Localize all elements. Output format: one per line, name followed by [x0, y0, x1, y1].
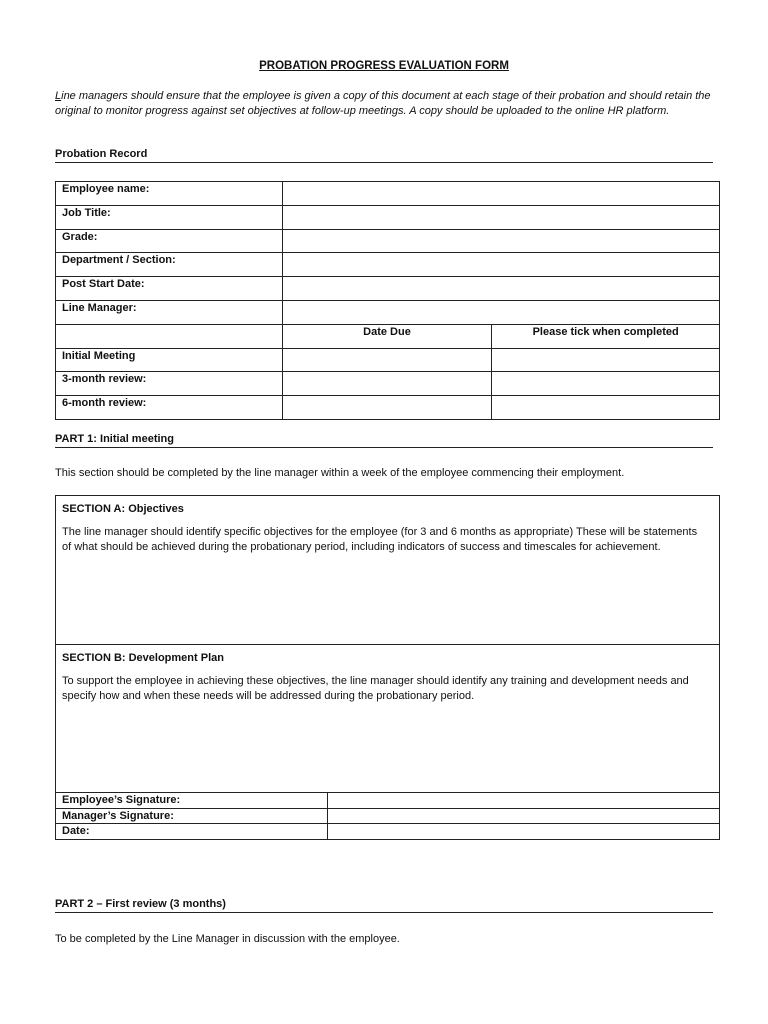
field-label: Grade: — [56, 229, 283, 253]
field-label: Post Start Date: — [56, 277, 283, 301]
6-month-completed-field[interactable] — [492, 396, 720, 420]
column-header-date-due: Date Due — [282, 324, 492, 348]
part1-description: This section should be completed by the line manager within a week of the employee commencing their employment. — [55, 467, 625, 479]
record-row-line-manager — [56, 300, 720, 324]
job-title-field[interactable] — [282, 205, 719, 229]
intro-first-letter: L — [55, 90, 62, 102]
review-label: Initial Meeting — [56, 348, 283, 372]
section-a-body: The line manager should identify specific objectives for the employee (for 3 and 6 months as appropriate) These will be statements of what should be achieved during the probationary period, including indicators of success and timescales for achievement. — [62, 526, 698, 553]
review-header-row — [56, 324, 720, 348]
3-month-date-due-field[interactable] — [282, 372, 492, 396]
field-label: Job Title: — [56, 205, 283, 229]
line-manager-field[interactable] — [282, 300, 719, 324]
part2-description: To be completed by the Line Manager in discussion with the employee. — [55, 933, 400, 945]
record-row-department — [56, 253, 720, 277]
department-field[interactable] — [282, 253, 719, 277]
probation-record-table — [55, 181, 720, 420]
part1-heading: PART 1: Initial meeting — [55, 433, 713, 448]
review-row-initial-meeting — [56, 348, 720, 372]
initial-meeting-completed-field[interactable] — [492, 348, 720, 372]
record-row-post-start-date — [56, 277, 720, 301]
signature-date-field[interactable] — [327, 824, 719, 840]
probation-record-heading: Probation Record — [55, 148, 713, 163]
column-header-blank — [56, 324, 283, 348]
signature-row-manager — [56, 808, 720, 824]
column-header-completed: Please tick when completed — [492, 324, 720, 348]
record-row-employee-name — [56, 182, 720, 206]
field-label: Department / Section: — [56, 253, 283, 277]
section-a-objectives[interactable] — [55, 495, 720, 645]
field-label: Employee name: — [56, 182, 283, 206]
employee-name-field[interactable] — [282, 182, 719, 206]
grade-field[interactable] — [282, 229, 719, 253]
6-month-date-due-field[interactable] — [282, 396, 492, 420]
signature-label: Manager’s Signature: — [56, 808, 328, 824]
post-start-date-field[interactable] — [282, 277, 719, 301]
section-a-title: SECTION A: Objectives — [62, 503, 184, 515]
signature-row-date — [56, 824, 720, 840]
signatures-table — [55, 792, 720, 840]
3-month-completed-field[interactable] — [492, 372, 720, 396]
signature-row-employee — [56, 793, 720, 809]
form-title: PROBATION PROGRESS EVALUATION FORM — [259, 60, 509, 72]
intro-paragraph — [55, 89, 715, 119]
review-label: 6-month review: — [56, 396, 283, 420]
part2-heading: PART 2 – First review (3 months) — [55, 898, 713, 913]
review-row-3-month — [56, 372, 720, 396]
intro-text: ine managers should ensure that the employee is given a copy of this document at each stage of their probation and should retain the original to monitor progress against set objectives at follow-up meetings. A copy should be uploaded to the online HR platform. — [55, 90, 711, 117]
signature-label: Date: — [56, 824, 328, 840]
section-b-development-plan[interactable] — [55, 644, 720, 793]
manager-signature-field[interactable] — [327, 808, 719, 824]
record-row-grade — [56, 229, 720, 253]
record-row-job-title — [56, 205, 720, 229]
review-row-6-month — [56, 396, 720, 420]
field-label: Line Manager: — [56, 300, 283, 324]
section-b-body: To support the employee in achieving these objectives, the line manager should identify any training and development needs and specify how and when these needs will be addressed during the probationary period. — [62, 675, 689, 702]
initial-meeting-date-due-field[interactable] — [282, 348, 492, 372]
section-b-title: SECTION B: Development Plan — [62, 652, 224, 664]
employee-signature-field[interactable] — [327, 793, 719, 809]
review-label: 3-month review: — [56, 372, 283, 396]
signature-label: Employee’s Signature: — [56, 793, 328, 809]
